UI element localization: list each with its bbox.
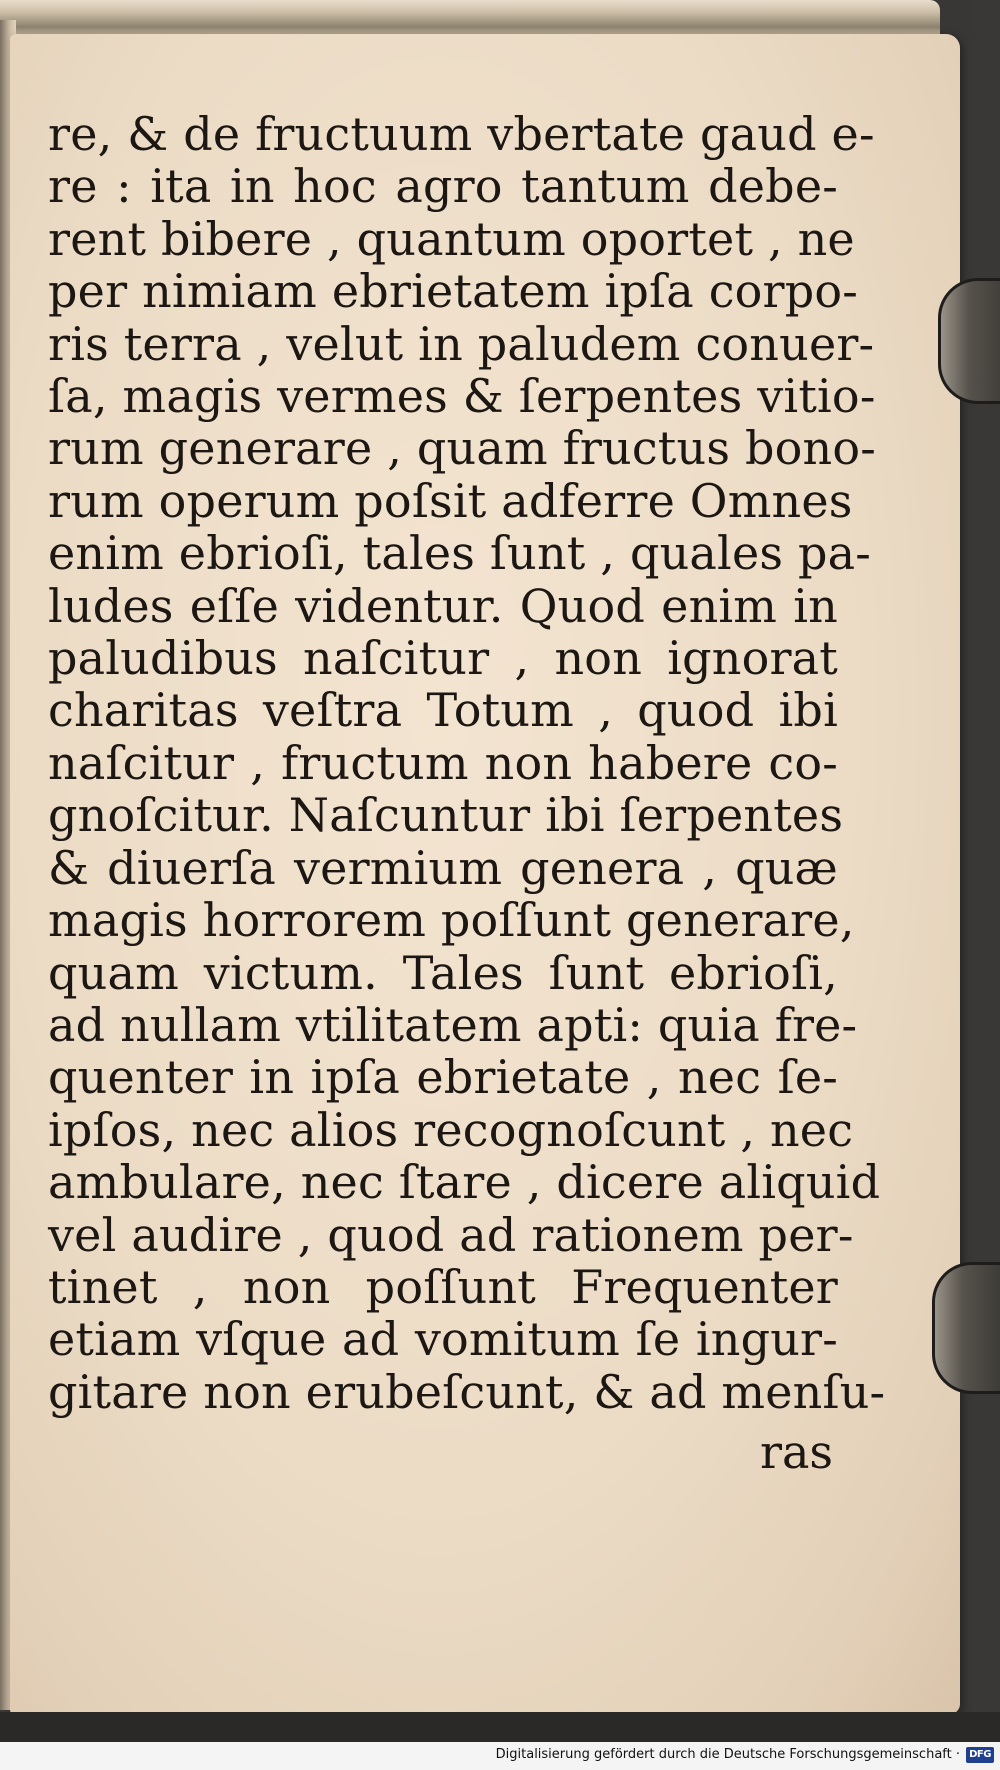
text-line: etiam vſque ad vomitum ſe ingur- <box>48 1312 838 1367</box>
text-line: magis horrorem poſſunt generare, <box>48 893 855 948</box>
text-line: quenter in ipſa ebrietate , nec ſe- <box>48 1050 838 1105</box>
text-line: enim ebrioſi, tales ſunt , quales pa- <box>48 526 872 581</box>
text-line: ambulare, nec ſtare , dicere aliquid <box>48 1155 881 1210</box>
text-line: paludibus naſcitur , non ignorat <box>48 631 838 686</box>
digitization-credit-text: Digitalisierung gefördert durch die Deutsche Forschungsgemeinschaft · <box>495 1747 960 1762</box>
text-line: re, & de fructuum vbertate gaud e- <box>48 107 875 161</box>
dfg-logo-icon[interactable]: DFG <box>966 1747 994 1763</box>
page-text-block <box>48 107 886 1419</box>
text-line: ad nullam vtilitatem apti: quia fre- <box>48 997 858 1052</box>
text-line: charitas veſtra Totum , quod ibi <box>48 683 838 738</box>
digitization-credit-bar <box>0 1742 1000 1770</box>
text-line: vel audire , quod ad rationem per- <box>48 1207 854 1262</box>
text-line: tinet , non poſſunt Frequenter <box>48 1259 838 1314</box>
text-line: ipſos, nec alios recognoſcunt , nec <box>48 1102 854 1157</box>
book-clasp-bottom <box>932 1262 1000 1394</box>
text-line: ſa, magis vermes & ſerpentes vitio- <box>48 369 876 424</box>
text-line: ludes eſſe videntur. Quod enim in <box>48 578 838 633</box>
text-line: per nimiam ebrietatem ipſa corpo- <box>48 264 859 319</box>
text-line: quam victum. Tales ſunt ebrioſi, <box>48 945 838 1000</box>
text-line: ris terra , velut in paludem conuer- <box>48 316 875 371</box>
text-line: naſcitur , fructum non habere co- <box>48 735 838 790</box>
text-line: re : ita in hoc agro tantum debe- <box>48 159 838 214</box>
text-line: & diuerſa vermium genera , quæ <box>48 840 838 895</box>
text-line: rent bibere , quantum oportet , ne <box>48 211 855 266</box>
text-line: gitare non erubeſcunt, & ad menſu- <box>48 1364 886 1419</box>
book-clasp-top <box>938 278 1000 404</box>
text-line: rum operum poſsit adferre Omnes <box>48 473 853 528</box>
text-line: rum generare , quam fructus bono- <box>48 421 876 476</box>
text-line: gnoſcitur. Naſcuntur ibi ſerpentes <box>48 788 844 843</box>
catchword: ras <box>760 1425 834 1479</box>
scan-bottom-margin <box>0 1712 1000 1742</box>
